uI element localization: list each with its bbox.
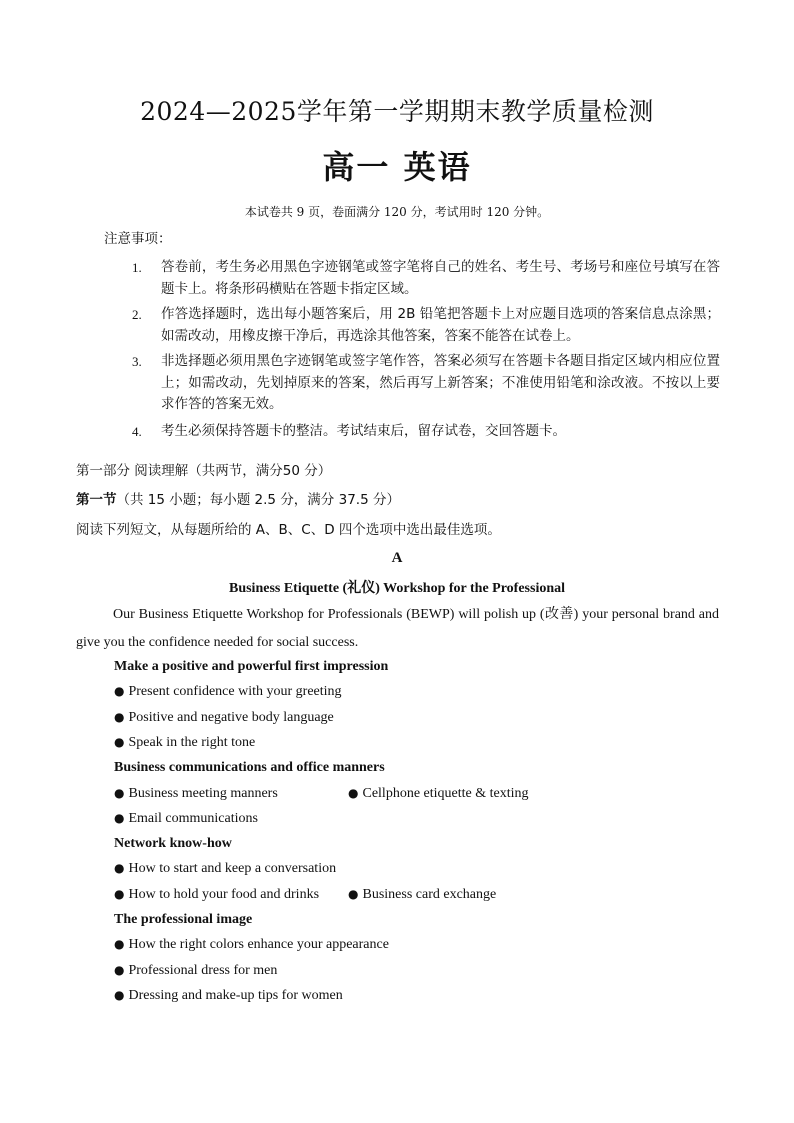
list-item: ● How to start and keep a conversation <box>114 861 337 876</box>
section-label: 第一节 <box>76 492 117 508</box>
list-item: ● Dressing and make-up tips for women <box>114 988 343 1003</box>
bullet-icon: ● <box>114 811 125 825</box>
bullet-icon: ● <box>114 861 125 875</box>
bullet-icon: ● <box>114 887 125 901</box>
bullet-icon: ● <box>114 988 125 1002</box>
list-item: ● Business card exchange <box>348 887 497 902</box>
note-number: 4. <box>132 424 142 439</box>
note-text: 非选择题必须用黑色字迹钢笔或签字笔作答，答案必须写在答题卡各题目指定区域内相应位置上；如需改动，先划掉原来的答案，然后再写上新答案；不准使用铅笔和涂改液。不按以上要求作答的答案无效。 <box>161 353 720 412</box>
note-item <box>132 421 720 443</box>
list-item: ● Professional dress for men <box>114 963 278 978</box>
note-text: 作答选择题时，选出每小题答案后，用 2B 铅笔把答题卡上对应题目选项的答案信息点涂黑；如需改动，用橡皮擦干净后，再选涂其他答案，答案不能答在试卷上。 <box>161 306 720 344</box>
bullet-icon: ● <box>114 937 125 951</box>
section-heading <box>76 488 400 508</box>
passage-intro: Our Business Etiquette Workshop for Professionals (BEWP) will polish up (改善) your personal brand and give you the confidence needed for social success. <box>76 607 719 650</box>
passage-title: Business Etiquette (礼仪) Workshop for the Professional <box>228 581 566 596</box>
list-item: ● Present confidence with your greeting <box>114 684 342 699</box>
list-item: ● Cellphone etiquette & texting <box>348 786 529 801</box>
list-item: ● How the right colors enhance your appearance <box>114 937 389 952</box>
exam-title: 2024—2025学年第一学期期末教学质量检测 <box>140 97 654 126</box>
list-item: ● Business meeting manners <box>114 786 278 801</box>
note-item <box>132 257 720 300</box>
bullet-icon: ● <box>114 963 125 977</box>
exam-subtitle: 本试卷共 9 页，卷面满分 120 分，考试用时 120 分钟。 <box>244 205 550 219</box>
bullet-icon: ● <box>114 735 125 749</box>
bullet-icon: ● <box>114 786 125 800</box>
subject-title: 高一 英语 <box>322 148 472 186</box>
note-text: 答卷前，考生务必用黑色字迹钢笔或签字笔将自己的姓名、考生号、考场号和座位号填写在答题卡上。将条形码横贴在答题卡指定区域。 <box>161 259 720 297</box>
note-number: 3. <box>132 354 142 369</box>
note-number: 2. <box>132 307 142 322</box>
note-item <box>132 304 720 347</box>
section-heading-first-impression: Make a positive and powerful first impression <box>114 659 389 674</box>
section-heading-network: Network know-how <box>114 836 232 851</box>
bullet-icon: ● <box>348 786 359 800</box>
passage-label: A <box>391 550 403 566</box>
bullet-icon: ● <box>348 887 359 901</box>
list-item: ● Email communications <box>114 811 258 826</box>
bullet-icon: ● <box>114 710 125 724</box>
reading-instructions: 阅读下列短文，从每题所给的 A、B、C、D 四个选项中选出最佳选项。 <box>76 522 501 538</box>
note-item <box>132 351 720 416</box>
note-number: 1. <box>132 260 142 275</box>
part-title: 第一部分 阅读理解（共两节，满分50 分） <box>76 463 332 479</box>
notes-heading: 注意事项： <box>104 231 172 247</box>
note-text: 考生必须保持答题卡的整洁。考试结束后，留存试卷，交回答题卡。 <box>161 423 566 439</box>
list-item: ● How to hold your food and drinks <box>114 887 320 902</box>
section-heading-communications: Business communications and office manners <box>114 760 385 775</box>
list-item: ● Positive and negative body language <box>114 710 334 725</box>
section-text: （共 15 小题；每小题 2.5 分，满分 37.5 分） <box>116 492 400 508</box>
list-item: ● Speak in the right tone <box>114 735 256 750</box>
bullet-icon: ● <box>114 684 125 698</box>
section-heading-image: The professional image <box>114 912 253 927</box>
